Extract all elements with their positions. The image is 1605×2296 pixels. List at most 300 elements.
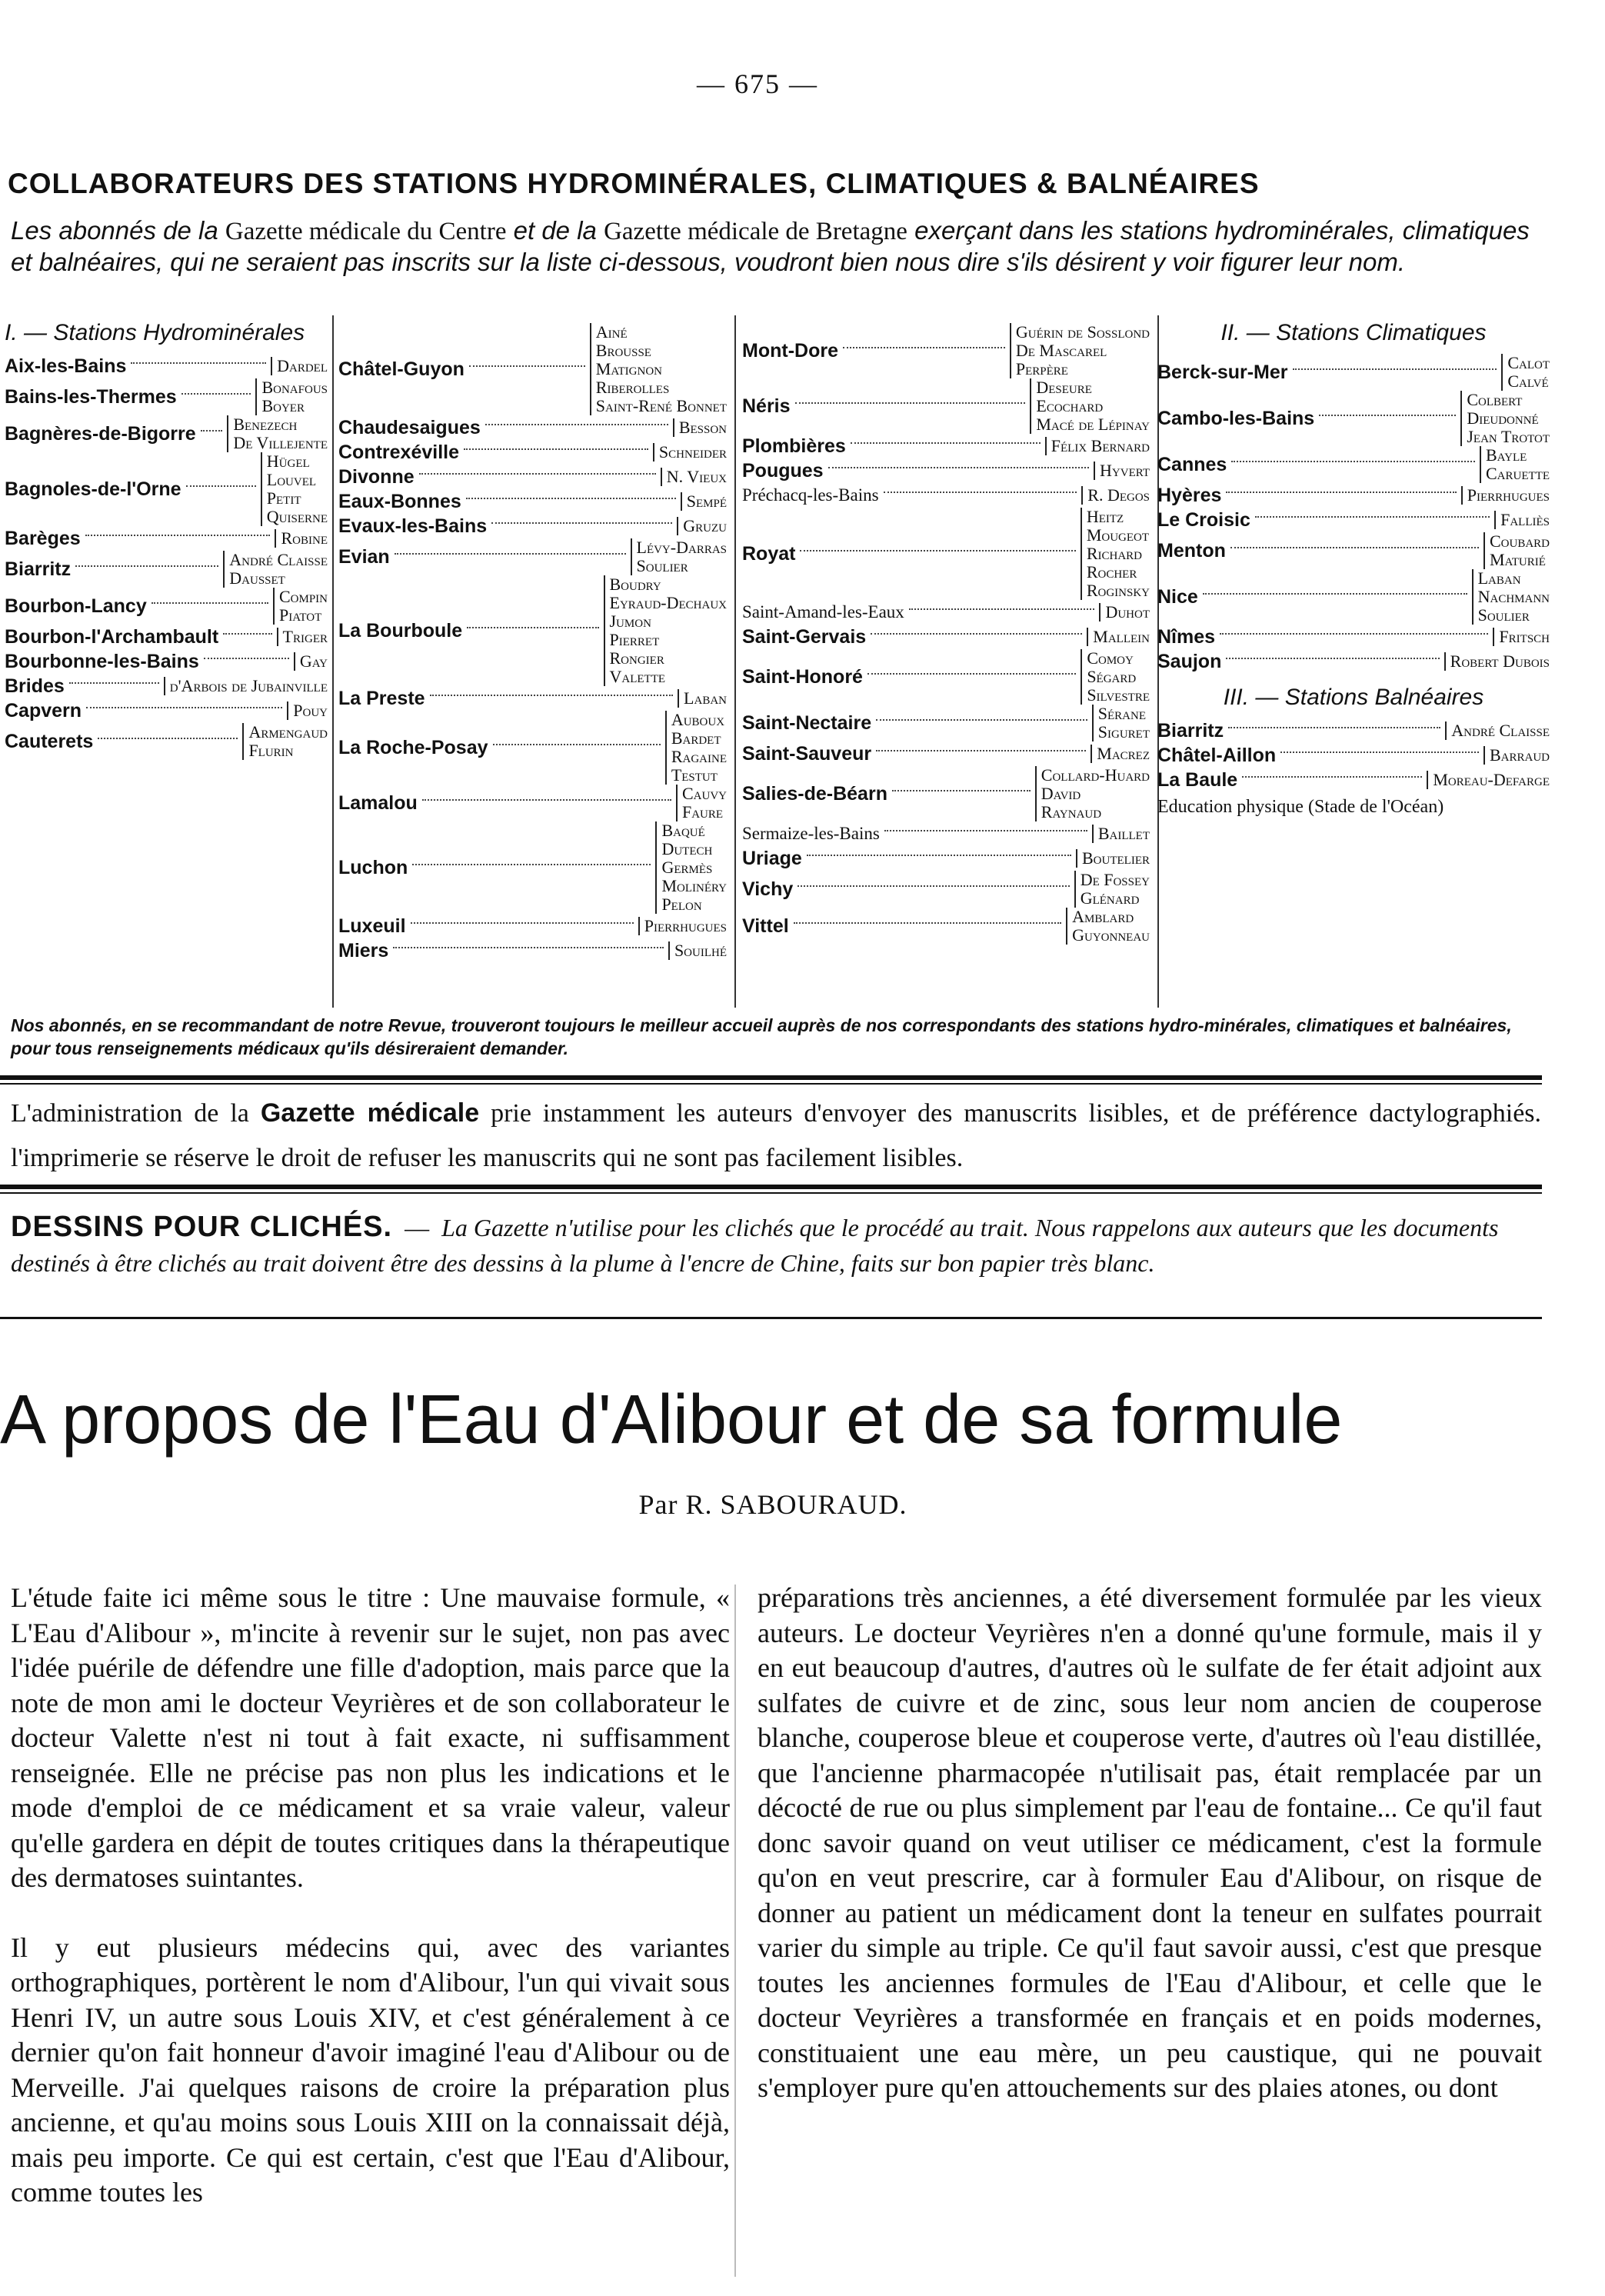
leader-dots [1255, 516, 1490, 518]
station-row [338, 415, 727, 440]
station-row [5, 378, 328, 415]
station-row [742, 508, 1150, 600]
station-name: Châtel-Guyon [338, 358, 465, 380]
intro-paragraph [11, 215, 1549, 278]
station-row [338, 686, 727, 711]
leader-dots [1319, 415, 1456, 416]
leader-dots [393, 947, 664, 948]
physician-name: Petit [266, 488, 301, 508]
station-list [1157, 718, 1550, 792]
station-row [742, 705, 1150, 741]
station-name: Nîmes [1157, 625, 1216, 648]
physician-list [676, 785, 727, 821]
station-name: Le Croisic [1157, 508, 1250, 531]
leader-dots [412, 864, 651, 865]
physician-list [1091, 745, 1150, 763]
physician-name: Gruzu [683, 516, 727, 535]
physician-name: Amblard [1072, 907, 1134, 926]
station-row [5, 354, 328, 378]
admin-text-2: prie instamment les auteurs d'envoyer des manuscrits lisibles, et de préférence dactylographiés. l'imprimerie se réserve le droit de refuser les manuscrits qui ne sont pas facilement lisibles. [11, 1099, 1542, 1172]
station-row [1157, 354, 1550, 391]
leader-dots [181, 393, 251, 395]
physician-list [1460, 391, 1550, 446]
physician-list [273, 588, 328, 625]
column-divider [734, 1585, 736, 2277]
leader-dots [422, 799, 671, 801]
physician-name: Valette [609, 667, 666, 686]
physician-name: Dutech [661, 839, 713, 858]
intro-text-1: Les abonnés de la [11, 216, 218, 245]
station-row [338, 785, 727, 821]
physician-list [668, 941, 727, 960]
leader-dots [395, 553, 626, 555]
station-name: Royat [742, 542, 796, 565]
physician-name: Louvel [266, 470, 317, 489]
physician-list [242, 723, 328, 760]
station-name: Bourbon-l'Archambault [5, 625, 219, 648]
physician-name: Besson [678, 418, 727, 437]
leader-dots [884, 492, 1077, 493]
leader-dots [98, 738, 238, 739]
leader-dots [430, 695, 673, 696]
station-list [1157, 354, 1550, 674]
physician-name: Laban [684, 688, 727, 708]
physician-name: Schneider [658, 442, 727, 462]
physician-name: Pierrhugues [1467, 485, 1550, 505]
station-name: Biarritz [1157, 719, 1224, 741]
station-name: La Bourboule [338, 619, 463, 641]
physician-name: Pierret [609, 630, 660, 649]
station-row [1157, 743, 1550, 768]
subscriber-note: Nos abonnés, en se recommandant de notre Revue, trouveront toujours le meilleur accueil auprès de nos correspondants des stations hydro-minérales, climatiques et balnéaires, pour tous renseignements médicaux qu'ils désireraient demander. [11, 1015, 1512, 1058]
physician-list [271, 357, 328, 375]
physician-list [1094, 462, 1150, 480]
physician-list [1087, 628, 1150, 646]
station-name: Miers [338, 939, 389, 961]
physician-name: Deseure [1036, 378, 1092, 397]
column-hydromineral-1 [5, 315, 328, 760]
station-name: Divonne [338, 465, 415, 488]
physician-name: Macrez [1097, 744, 1150, 763]
physician-list [294, 652, 328, 671]
physician-name: Compin [278, 587, 328, 606]
education-physique-line: Education physique (Stade de l'Océan) [1157, 797, 1444, 817]
station-row [1157, 649, 1550, 674]
physician-name: De Villejente [233, 433, 328, 452]
station-name: Evaux-les-Bains [338, 515, 488, 537]
physician-list [1081, 649, 1150, 705]
physician-list [261, 452, 328, 526]
physician-name: Matignon [595, 359, 663, 378]
section-title-balneaires: III. — Stations Balnéaires [1223, 685, 1484, 710]
station-name: Lamalou [338, 791, 418, 814]
station-name: Bains-les-Thermes [5, 385, 177, 408]
station-row [742, 483, 1150, 508]
station-row [1157, 483, 1550, 508]
leader-dots [1226, 658, 1439, 659]
physician-name: Calvé [1507, 372, 1549, 391]
station-name: Barèges [5, 527, 81, 549]
leader-dots [794, 922, 1061, 924]
physician-list [1099, 603, 1150, 621]
leader-dots [1242, 776, 1422, 778]
physician-name: Rocher [1086, 562, 1137, 581]
physician-name: Glénard [1080, 888, 1140, 908]
physician-name: N. Vieux [666, 467, 727, 486]
physician-name: Robine [281, 528, 328, 548]
physician-name: Saint-René Bonnet [595, 396, 727, 415]
physician-name: Bardet [671, 728, 721, 748]
leader-dots [411, 922, 634, 924]
physician-name: Comoy [1087, 648, 1134, 668]
physician-name: Flurin [248, 741, 294, 760]
physician-list [227, 415, 328, 452]
physician-list [1045, 437, 1150, 455]
physician-name: Sempé [686, 492, 727, 511]
station-row [1157, 569, 1550, 625]
physician-name: De Mascarel [1015, 341, 1107, 360]
physician-name: Boyer [261, 396, 305, 415]
leader-dots [86, 707, 282, 708]
physician-name: Rongier [609, 648, 664, 668]
leader-dots [1228, 727, 1440, 728]
physician-name: Mallein [1093, 627, 1150, 646]
intro-text-3: exerçant dans les stations hydrominérales, climatiques et balnéaires, qui ne seraient pas inscrits sur la liste ci-dessous, voudront bien nous dire s'ils désirent y voir figurer leur nom. [11, 216, 1530, 276]
physician-name: Auboux [671, 710, 725, 729]
physician-list [673, 418, 727, 437]
physician-name: Sérane [1097, 704, 1146, 723]
physician-name: Molinéry [661, 876, 727, 895]
physician-list [1472, 569, 1550, 625]
station-name: Salies-de-Béarn [742, 782, 887, 805]
physician-name: Soulier [1477, 605, 1530, 625]
station-name: Mont-Dore [742, 339, 838, 362]
station-name: Luchon [338, 856, 408, 878]
drawings-title: DESSINS POUR CLICHÉS. [11, 1211, 393, 1243]
physician-name: Bonafous [261, 378, 328, 397]
physician-name: Ragaine [671, 747, 727, 766]
physician-list [1092, 825, 1150, 843]
leader-dots [467, 627, 598, 628]
admin-gazette-name: Gazette médicale [260, 1098, 480, 1128]
leader-dots [201, 430, 223, 432]
article-column-left [11, 1581, 730, 2211]
physician-name: Boutelier [1082, 848, 1150, 868]
station-name: Vichy [742, 878, 794, 900]
article-column-right [758, 1581, 1542, 2106]
leader-dots [909, 608, 1095, 610]
thin-rule [0, 1083, 1542, 1085]
physician-list [1480, 446, 1550, 483]
physician-name: Ainé [595, 322, 628, 342]
station-name: Sermaize-les-Bains [742, 824, 880, 843]
physician-name: Souilhé [674, 941, 727, 960]
station-name: Plombières [742, 435, 846, 457]
physician-list [1427, 771, 1550, 789]
station-name: Evian [338, 545, 390, 568]
station-row [338, 914, 727, 938]
station-row [742, 378, 1150, 434]
drawings-text: La Gazette n'utilise pour les clichés que le procédé au trait. Nous rappelons aux auteurs que les documents destinés à être clichés au trait doivent être des dessins à la plume à l'encre de Chine, faits sur bon papier très blanc. [11, 1214, 1499, 1277]
station-name: Bagnères-de-Bigorre [5, 422, 196, 445]
physician-name: Pelon [661, 895, 702, 914]
physician-name: Richard [1086, 544, 1142, 563]
station-name: Bourbonne-les-Bains [5, 650, 199, 672]
physician-name: Triger [282, 627, 328, 646]
station-row [338, 465, 727, 489]
physician-name: Calot [1507, 353, 1550, 372]
physician-name: Brousse [595, 341, 651, 360]
station-name: Bagnoles-de-l'Orne [5, 478, 181, 500]
leader-dots [1220, 633, 1488, 635]
leader-dots [884, 830, 1087, 831]
section-heading: COLLABORATEURS DES STATIONS HYDROMINÉRALES, CLIMATIQUES & BALNÉAIRES [8, 168, 1260, 199]
station-row [742, 434, 1150, 458]
station-row [1157, 446, 1550, 483]
station-list [742, 323, 1150, 945]
station-name: La Baule [1157, 768, 1238, 791]
physician-list [1493, 628, 1550, 646]
physician-list [1483, 532, 1550, 569]
thin-rule [0, 1192, 1542, 1194]
station-name: Bourbon-Lancy [5, 595, 147, 617]
column-divider [734, 315, 736, 1008]
physician-list [661, 468, 727, 486]
article-paragraph: préparations très anciennes, a été diversement formulée par les vieux auteurs. Le docteur Veyrières n'en a donné qu'une formule, mais il y en eut beaucoup d'autres, d'autres où le sulfate de fer était adjoint aux sulfates de cuivre et de zinc, sous leur nom ancien de couperose blanche, couperose bleue et couperose verte, d'autres où l'eau distillée, que l'ancienne pharmacopée n'utilisait pas, était remplacée par un décocté de rue ou plus simplement par l'eau de fontaine... Ce qu'il faut donc savoir quand on veut utiliser ce médicament, c'est la formule qu'on en veut prescrire, car à formuler Eau d'Alibour, on risque de donner au patient un médicament dont la teneur en sulfates pourrait varier du simple au triple. Ce qu'il faut savoir aussi, c'est que presque toutes les anciennes formules de l'Eau d'Alibour, et celle que le docteur Veyrières a transformée en français et en poids modernes, constituaient une eau mère, un peu caustique, qui ne pouvait s'employer pure qu'en attouchements sur des plaies atones, ou dont [758, 1582, 1542, 2103]
leader-dots [485, 424, 668, 425]
physician-name: Duhot [1105, 602, 1150, 621]
station-row [742, 323, 1150, 378]
station-row [338, 538, 727, 575]
station-name: Saint-Amand-les-Eaux [742, 602, 904, 621]
station-name: Hyères [1157, 484, 1222, 506]
station-name: Capvern [5, 699, 82, 721]
physician-name: Soulier [636, 556, 688, 575]
station-name: Luxeuil [338, 915, 406, 937]
physician-name: Faure [681, 802, 724, 821]
physician-name: Macé de Lépinay [1036, 415, 1150, 434]
station-name: La Preste [338, 687, 425, 709]
station-row [338, 489, 727, 514]
physician-list [631, 538, 728, 575]
physician-list [1461, 486, 1550, 505]
physician-name: Raynaud [1041, 802, 1102, 821]
physician-list [1066, 908, 1150, 945]
station-name: Uriage [742, 847, 802, 869]
station-row [338, 323, 727, 415]
physician-name: Barraud [1489, 745, 1550, 765]
leader-dots [204, 658, 289, 659]
column-hydromineral-3 [742, 323, 1150, 945]
physician-name: Perpère [1015, 359, 1068, 378]
station-row [1157, 768, 1550, 792]
station-name: Berck-sur-Mer [1157, 361, 1288, 383]
physician-name: David [1041, 784, 1081, 803]
physician-name: Heitz [1086, 507, 1124, 526]
station-name: Chaudesaigues [338, 416, 481, 438]
leader-dots [223, 633, 271, 635]
station-list [338, 323, 727, 963]
physician-list [665, 711, 727, 785]
physician-name: Baillet [1097, 824, 1150, 843]
physician-list [255, 378, 328, 415]
thin-rule [0, 1317, 1542, 1319]
physician-name: Pierrhugues [644, 916, 727, 935]
section-title-hydrominerales: I. — Stations Hydrominérales [5, 320, 305, 345]
leader-dots [1293, 368, 1497, 370]
physician-name: Coubard [1489, 532, 1550, 551]
physician-list [1074, 871, 1150, 908]
physician-list [1035, 766, 1150, 821]
drawings-notice: DESSINS POUR CLICHÉS. — La Gazette n'utilise pour les clichés que le procédé au trait. Nous rappelons aux auteurs que les documents destinés à être clichés au trait doivent être des dessins à la plume à l'encre de Chine, faits sur bon papier très blanc. [11, 1211, 1499, 1277]
physician-list [1081, 508, 1150, 600]
gazette-centre-name: Gazette médicale du Centre [225, 218, 507, 245]
station-row [1157, 625, 1550, 649]
column-climatic-balneary [1157, 315, 1550, 818]
station-row [742, 625, 1150, 649]
physician-list [1030, 378, 1150, 434]
physician-name: Mougeot [1086, 525, 1150, 545]
station-row [5, 452, 328, 526]
physician-list [277, 628, 328, 646]
administration-notice [11, 1091, 1541, 1181]
physician-name: Benezech [233, 415, 298, 434]
physician-name: Roginsky [1086, 581, 1150, 600]
physician-list [1010, 323, 1150, 378]
leader-dots [876, 750, 1086, 751]
physician-list [1483, 746, 1550, 765]
gazette-bretagne-name: Gazette médicale de Bretagne [604, 218, 907, 245]
station-row [742, 871, 1150, 908]
article-title: A propos de l'Eau d'Alibour et de sa formule [0, 1381, 1343, 1458]
physician-name: Eyraud-Dechaux [609, 593, 727, 612]
physician-name: Guyonneau [1072, 925, 1150, 945]
physician-list [223, 551, 328, 588]
physician-list [1092, 705, 1150, 741]
leader-dots [795, 402, 1026, 404]
station-list [5, 354, 328, 760]
physician-name: Caruette [1486, 464, 1550, 483]
article-paragraph: L'étude faite ici même sous le titre : Une mauvaise formule, « L'Eau d'Alibour », m'incite à revenir sur le sujet, non pas avec l'idée puérile de défendre une fille d'adoption, mais parce que la note de mon ami le docteur Veyrières et de son collaborateur le docteur Valette n'est ni tout à fait exacte, ni suffisamment renseignée. Elle ne précise pas non plus les indications et le mode d'emploi de ce médicament et sa vraie valeur, valeur qu'elle gardera en dépit de toutes critiques dans la thérapeutique des dermatoses suintantes. [11, 1582, 730, 1893]
leader-dots [85, 535, 271, 536]
physician-name: Armengaud [248, 722, 328, 741]
leader-dots [843, 347, 1005, 348]
station-row [338, 711, 727, 785]
physician-list [681, 492, 727, 511]
leader-dots [871, 633, 1082, 635]
physician-name: Robert Dubois [1450, 651, 1550, 671]
station-name: Saint-Nectaire [742, 711, 872, 734]
physician-name: Dausset [229, 568, 285, 588]
physician-name: Pouy [293, 701, 328, 720]
station-row [5, 674, 328, 698]
station-name: Eaux-Bonnes [338, 490, 461, 512]
station-name: Menton [1157, 539, 1226, 562]
physician-name: Collard-Huard [1041, 765, 1150, 785]
leader-dots [75, 565, 218, 567]
physician-list [275, 529, 328, 548]
physician-name: André Claisse [1451, 721, 1550, 740]
physician-name: Félix Bernard [1051, 436, 1150, 455]
physician-name: Quiserne [266, 507, 328, 526]
physician-name: Guérin de Sosslond [1015, 322, 1150, 342]
station-row [1157, 718, 1550, 743]
station-row [742, 846, 1150, 871]
station-name: Châtel-Aillon [1157, 744, 1277, 766]
leader-dots [464, 448, 648, 450]
station-row [742, 908, 1150, 945]
leader-dots [152, 602, 268, 604]
physician-list [604, 575, 728, 686]
physician-list [653, 443, 727, 462]
station-row [338, 514, 727, 538]
station-name: Nice [1157, 585, 1198, 608]
station-row [5, 551, 328, 588]
physician-name: Boudry [609, 575, 661, 594]
page-number: — 675 — [697, 68, 818, 99]
physician-name: Baqué [661, 821, 705, 840]
physician-list [1076, 849, 1150, 868]
physician-name: Silvestre [1087, 685, 1150, 705]
station-name: Contrexéville [338, 441, 460, 463]
station-name: Cauterets [5, 730, 94, 752]
physician-list [1501, 354, 1550, 391]
leader-dots [491, 522, 672, 524]
leader-dots [186, 485, 256, 487]
station-row [5, 588, 328, 625]
physician-list [678, 689, 727, 708]
leader-dots [1280, 751, 1479, 753]
station-row [338, 440, 727, 465]
physician-list [590, 323, 727, 415]
thick-rule [0, 1075, 1542, 1080]
physician-list [164, 677, 328, 695]
intro-text-2: et de la [513, 216, 597, 245]
physician-name: Colbert [1467, 390, 1523, 409]
leader-dots [1226, 492, 1456, 493]
station-name: Aix-les-Bains [5, 355, 127, 377]
station-row [5, 698, 328, 723]
station-row [742, 821, 1150, 846]
station-row [742, 741, 1150, 766]
article-paragraph: Il y eut plusieurs médecins qui, avec des variantes orthographiques, portèrent le nom d'Alibour, l'un qui vivait sous Henri IV, un autre sous Louis XIV, et c'est généralement à ce dernier qu'on fait honneur d'avoir imaginé l'eau d'Alibour ou de Merveille. J'ai quelques raisons de croire la préparation plus ancienne, et qu'au moins sous Louis XIII on la connaissait déjà, mais peu importe. Ce qui est certain, c'est que l'Eau d'Alibour, comme toutes les [11, 1931, 730, 2208]
leader-dots [867, 673, 1076, 675]
physician-name: De Fossey [1080, 870, 1150, 889]
thick-rule [0, 1185, 1542, 1189]
physician-name: Dardel [277, 356, 328, 375]
station-name: La Roche-Posay [338, 736, 488, 758]
station-row [5, 649, 328, 674]
physician-list [655, 821, 727, 914]
physician-name: R. Degos [1087, 485, 1150, 505]
section-title-climatiques: II. — Stations Climatiques [1220, 320, 1487, 345]
column-divider [332, 315, 334, 1008]
leader-dots [419, 473, 656, 475]
station-name: Vittel [742, 915, 789, 937]
leader-dots [1230, 547, 1479, 548]
physician-list [1444, 652, 1550, 671]
leader-dots [469, 365, 585, 367]
station-row [1157, 532, 1550, 569]
station-name: Saint-Honoré [742, 665, 863, 688]
leader-dots [69, 682, 159, 684]
physician-name: Maturié [1489, 550, 1546, 569]
station-row [5, 415, 328, 452]
physician-name: André Claisse [229, 550, 328, 569]
physician-name: Testut [671, 765, 718, 785]
physician-name: Laban [1477, 568, 1521, 588]
column-hydromineral-2 [338, 323, 727, 963]
